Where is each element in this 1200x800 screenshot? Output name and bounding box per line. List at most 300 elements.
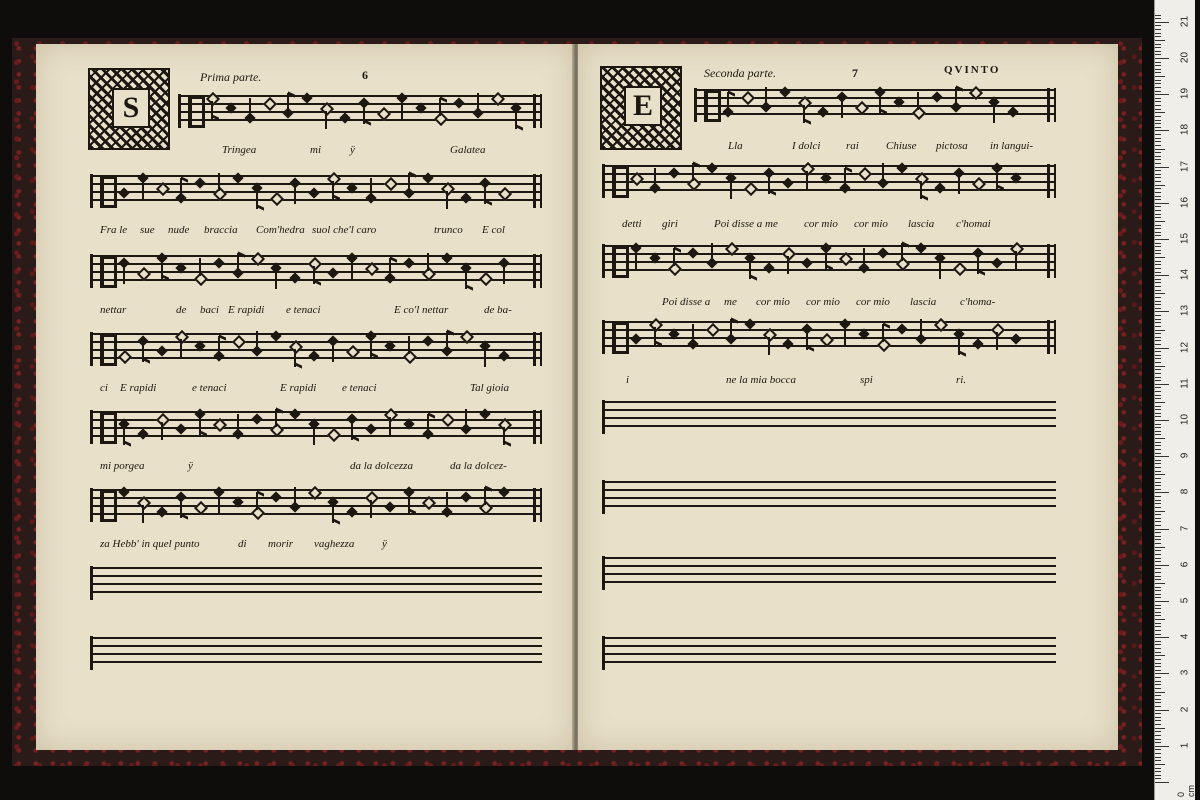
ruler-tick bbox=[1155, 130, 1169, 131]
ruler-tick bbox=[1155, 474, 1165, 475]
ruler-tick bbox=[1155, 503, 1161, 504]
ruler-tick bbox=[1155, 246, 1161, 247]
ruler-tick bbox=[1155, 199, 1161, 200]
lyric-word: ci bbox=[100, 382, 108, 394]
ruler-tick bbox=[1155, 337, 1161, 338]
ruler-tick bbox=[1155, 572, 1161, 573]
part-heading: Seconda parte. bbox=[704, 66, 776, 80]
staff-4 bbox=[90, 328, 542, 362]
ruler-tick bbox=[1155, 713, 1161, 714]
ruler-tick bbox=[1155, 619, 1165, 620]
lyric-word: e tenaci bbox=[192, 382, 227, 394]
lyric-word: trunco bbox=[434, 224, 463, 236]
ruler-tick bbox=[1155, 652, 1161, 653]
ruler-tick bbox=[1155, 500, 1161, 501]
ruler-tick bbox=[1155, 615, 1161, 616]
ruler-tick bbox=[1155, 232, 1161, 233]
ruler-tick bbox=[1155, 116, 1161, 117]
ruler-tick bbox=[1155, 514, 1161, 515]
lyric-line-2 bbox=[622, 218, 1052, 232]
ruler-tick bbox=[1155, 760, 1161, 761]
lyric-word: I dolci bbox=[792, 140, 821, 152]
ruler-tick bbox=[1155, 239, 1169, 240]
lyric-word: Fra le bbox=[100, 224, 128, 236]
staff-8-empty bbox=[602, 632, 1056, 666]
ruler-tick bbox=[1155, 720, 1161, 721]
staff-5 bbox=[90, 406, 542, 440]
ruler-tick bbox=[1155, 539, 1161, 540]
lyric-word: E rapidi bbox=[228, 304, 265, 316]
decorated-initial-s bbox=[88, 68, 170, 150]
ruler-tick bbox=[1155, 413, 1161, 414]
ruler-tick bbox=[1155, 264, 1161, 265]
staff-1 bbox=[178, 90, 542, 124]
ruler-tick bbox=[1155, 387, 1161, 388]
ruler-tick bbox=[1155, 141, 1161, 142]
ruler-tick bbox=[1155, 348, 1169, 349]
ruler-tick bbox=[1155, 101, 1161, 102]
ruler-tick bbox=[1155, 25, 1161, 26]
ruler-tick bbox=[1155, 87, 1161, 88]
lyric-line-5 bbox=[100, 460, 540, 474]
ruler-tick bbox=[1155, 362, 1161, 363]
ruler-tick bbox=[1155, 453, 1161, 454]
ruler-tick bbox=[1155, 583, 1165, 584]
ruler-tick bbox=[1155, 449, 1161, 450]
ruler-tick bbox=[1155, 587, 1161, 588]
ruler-number: 15 bbox=[1179, 232, 1191, 245]
ruler-tick bbox=[1155, 149, 1165, 150]
ruler-tick bbox=[1155, 250, 1161, 251]
ruler-tick bbox=[1155, 217, 1161, 218]
ruler-tick bbox=[1155, 431, 1161, 432]
ruler-tick bbox=[1155, 214, 1161, 215]
ruler-tick bbox=[1155, 290, 1161, 291]
lyric-word: za Hebb' in quel punto bbox=[100, 538, 200, 550]
lyric-word: ÿ bbox=[382, 538, 387, 550]
ruler-tick bbox=[1155, 358, 1161, 359]
ruler-tick bbox=[1155, 69, 1161, 70]
ruler-tick bbox=[1155, 771, 1161, 772]
ruler-tick bbox=[1155, 51, 1161, 52]
ruler-tick bbox=[1155, 518, 1161, 519]
ruler-tick bbox=[1155, 768, 1161, 769]
staff-6-empty bbox=[602, 476, 1056, 510]
voice-name: QVINTO bbox=[944, 64, 1001, 76]
ruler-tick bbox=[1155, 333, 1161, 334]
ruler-tick bbox=[1155, 228, 1161, 229]
ruler-tick bbox=[1155, 416, 1161, 417]
ruler-tick bbox=[1155, 558, 1161, 559]
ruler-tick bbox=[1155, 311, 1169, 312]
lyric-word: detti bbox=[622, 218, 642, 230]
ruler-tick bbox=[1155, 775, 1161, 776]
lyric-word: Com'hedra bbox=[256, 224, 305, 236]
ruler-tick bbox=[1155, 76, 1165, 77]
ruler-tick bbox=[1155, 648, 1161, 649]
ruler-tick bbox=[1155, 471, 1161, 472]
ruler-tick bbox=[1155, 456, 1169, 457]
ruler-tick bbox=[1155, 304, 1161, 305]
ruler-tick bbox=[1155, 460, 1161, 461]
lyric-word: c'homai bbox=[956, 218, 991, 230]
ruler-tick bbox=[1155, 670, 1161, 671]
ruler-tick bbox=[1155, 391, 1161, 392]
ruler-tick bbox=[1155, 511, 1165, 512]
ruler-tick bbox=[1155, 40, 1165, 41]
ruler-tick bbox=[1155, 702, 1161, 703]
ruler-tick bbox=[1155, 634, 1161, 635]
lyric-word: Poi disse a me bbox=[714, 218, 778, 230]
ruler-tick bbox=[1155, 210, 1161, 211]
ruler-tick bbox=[1155, 655, 1165, 656]
ruler-number: 2 bbox=[1179, 706, 1191, 712]
ruler-tick bbox=[1155, 706, 1161, 707]
ruler-number: 12 bbox=[1179, 341, 1191, 353]
ruler-tick bbox=[1155, 489, 1161, 490]
lyric-word: e tenaci bbox=[342, 382, 377, 394]
ruler-tick bbox=[1155, 98, 1161, 99]
ruler-tick bbox=[1155, 746, 1169, 747]
ruler-tick bbox=[1155, 739, 1161, 740]
ruler-tick bbox=[1155, 293, 1165, 294]
ruler-tick bbox=[1155, 235, 1161, 236]
ruler-tick bbox=[1155, 757, 1161, 758]
lyric-word: baci bbox=[200, 304, 219, 316]
ruler-tick bbox=[1155, 612, 1161, 613]
ruler-number: 4 bbox=[1179, 633, 1191, 640]
ruler-tick bbox=[1155, 138, 1161, 139]
ruler-tick bbox=[1155, 225, 1161, 226]
staff-3 bbox=[90, 250, 542, 284]
left-page bbox=[36, 44, 574, 750]
staff-1 bbox=[694, 84, 1056, 118]
ruler-tick bbox=[1155, 206, 1161, 207]
ruler-tick bbox=[1155, 156, 1161, 157]
ruler-tick bbox=[1155, 203, 1169, 204]
ruler-number: 3 bbox=[1179, 670, 1191, 676]
staff-5-empty bbox=[602, 396, 1056, 430]
ruler-number: 13 bbox=[1179, 305, 1191, 317]
ruler-tick bbox=[1155, 543, 1161, 544]
ruler-unit-label: 0 cm bbox=[1176, 785, 1196, 797]
ruler-tick bbox=[1155, 22, 1169, 23]
ruler-tick bbox=[1155, 344, 1161, 345]
ruler-tick bbox=[1155, 326, 1161, 327]
ruler-tick bbox=[1155, 742, 1161, 743]
lyric-word: cor mio bbox=[806, 296, 840, 308]
ruler-tick bbox=[1155, 65, 1161, 66]
ruler-tick bbox=[1155, 282, 1161, 283]
ruler-tick bbox=[1155, 601, 1169, 602]
ruler-number: 5 bbox=[1179, 597, 1191, 604]
ruler-tick bbox=[1155, 127, 1161, 128]
ruler-tick bbox=[1155, 677, 1161, 678]
lyric-word: ri. bbox=[956, 374, 967, 386]
right-page bbox=[578, 44, 1118, 750]
ruler-tick bbox=[1155, 442, 1161, 443]
ruler-tick bbox=[1155, 54, 1161, 55]
ruler-tick bbox=[1155, 272, 1161, 273]
ruler-number: 14 bbox=[1179, 269, 1191, 281]
ruler-tick bbox=[1155, 594, 1161, 595]
ruler-tick bbox=[1155, 626, 1161, 627]
ruler-tick bbox=[1155, 681, 1161, 682]
ruler-number: 18 bbox=[1179, 124, 1191, 136]
ruler-tick bbox=[1155, 630, 1161, 631]
ruler-tick bbox=[1155, 268, 1161, 269]
lyric-word: di bbox=[238, 538, 247, 550]
lyric-word: braccia bbox=[204, 224, 238, 236]
ruler-tick bbox=[1155, 380, 1161, 381]
ruler-tick bbox=[1155, 427, 1161, 428]
lyric-word: da la dolcez- bbox=[450, 460, 507, 472]
lyric-word: lascia bbox=[908, 218, 935, 230]
lyric-word: cor mio bbox=[856, 296, 890, 308]
ruler-tick bbox=[1155, 782, 1169, 783]
lyric-word: suol che'l caro bbox=[312, 224, 377, 236]
lyric-word: ÿ bbox=[188, 460, 193, 472]
folio-number: 7 bbox=[852, 66, 858, 80]
ruler-tick bbox=[1155, 301, 1161, 302]
ruler-tick bbox=[1155, 496, 1161, 497]
ruler-tick bbox=[1155, 134, 1161, 135]
ruler-tick bbox=[1155, 550, 1161, 551]
ruler-tick bbox=[1155, 764, 1165, 765]
lyric-word: E rapidi bbox=[120, 382, 157, 394]
ruler-tick bbox=[1155, 62, 1161, 63]
ruler-tick bbox=[1155, 384, 1169, 385]
ruler-tick bbox=[1155, 688, 1161, 689]
ruler-tick bbox=[1155, 482, 1161, 483]
part-heading: Prima parte. bbox=[200, 70, 262, 84]
folio-number: 6 bbox=[362, 68, 368, 82]
ruler-number: 1 bbox=[1179, 742, 1191, 749]
ruler-tick bbox=[1155, 576, 1161, 577]
lyric-line-3 bbox=[100, 304, 540, 318]
lyric-word: E co'l nettar bbox=[394, 304, 449, 316]
ruler-tick bbox=[1155, 644, 1161, 645]
lyric-word: Poi disse a bbox=[662, 296, 711, 308]
ruler-tick bbox=[1155, 253, 1161, 254]
ruler-tick bbox=[1155, 735, 1161, 736]
lyric-line-1 bbox=[222, 144, 522, 158]
ruler-tick bbox=[1155, 463, 1161, 464]
ruler-tick bbox=[1155, 434, 1161, 435]
ruler-tick bbox=[1155, 29, 1161, 30]
ruler-tick bbox=[1155, 409, 1161, 410]
lyric-word: e tenaci bbox=[286, 304, 321, 316]
ruler-tick bbox=[1155, 91, 1161, 92]
ruler-tick bbox=[1155, 185, 1165, 186]
lyric-word: rai bbox=[846, 140, 859, 152]
ruler-number: 16 bbox=[1179, 196, 1191, 208]
lyric-word: nettar bbox=[100, 304, 127, 316]
ruler-tick bbox=[1155, 605, 1161, 606]
staff-7-empty bbox=[602, 552, 1056, 586]
lyric-line-4 bbox=[100, 382, 540, 396]
lyric-word: lascia bbox=[910, 296, 937, 308]
ruler-tick bbox=[1155, 659, 1161, 660]
initial-letter: S bbox=[112, 88, 150, 128]
ruler-tick bbox=[1155, 163, 1161, 164]
lyric-word: Galatea bbox=[450, 144, 486, 156]
ruler-tick bbox=[1155, 699, 1161, 700]
ruler-tick bbox=[1155, 369, 1161, 370]
lyric-word: nude bbox=[168, 224, 190, 236]
lyric-word: c'homa- bbox=[960, 296, 996, 308]
ruler-tick bbox=[1155, 322, 1161, 323]
ruler-tick bbox=[1155, 351, 1161, 352]
ruler-tick bbox=[1155, 637, 1169, 638]
ruler-tick bbox=[1155, 663, 1161, 664]
ruler-tick bbox=[1155, 36, 1161, 37]
ruler-tick bbox=[1155, 561, 1161, 562]
ruler-tick bbox=[1155, 521, 1161, 522]
staff-2 bbox=[602, 160, 1056, 194]
ruler-tick bbox=[1155, 395, 1161, 396]
ruler-tick bbox=[1155, 181, 1161, 182]
lyric-line-4 bbox=[626, 374, 1026, 388]
staff-8-empty bbox=[90, 632, 542, 666]
ruler-tick bbox=[1155, 731, 1161, 732]
lyric-word: Lla bbox=[728, 140, 743, 152]
ruler-tick bbox=[1155, 355, 1161, 356]
ruler-tick bbox=[1155, 174, 1161, 175]
ruler-number: 20 bbox=[1179, 51, 1191, 64]
lyric-word: spi bbox=[860, 374, 873, 386]
ruler-number: 7 bbox=[1179, 525, 1191, 531]
lyric-word: mi bbox=[310, 144, 321, 156]
ruler-tick bbox=[1155, 366, 1165, 367]
ruler-tick bbox=[1155, 717, 1161, 718]
ruler-tick bbox=[1155, 80, 1161, 81]
ruler-tick bbox=[1155, 684, 1161, 685]
lyric-word: E col bbox=[482, 224, 505, 236]
ruler-tick bbox=[1155, 257, 1165, 258]
ruler-tick bbox=[1155, 44, 1161, 45]
lyric-word: de bbox=[176, 304, 187, 316]
ruler-tick bbox=[1155, 568, 1161, 569]
ruler-tick bbox=[1155, 47, 1161, 48]
ruler-tick bbox=[1155, 485, 1161, 486]
ruler-number: 8 bbox=[1179, 489, 1191, 495]
ruler-number: 11 bbox=[1179, 378, 1191, 389]
initial-letter: E bbox=[624, 86, 662, 126]
ruler-number: 19 bbox=[1179, 88, 1191, 100]
lyric-word: vaghezza bbox=[314, 538, 355, 550]
ruler-tick bbox=[1155, 536, 1161, 537]
lyric-word: da la dolcezza bbox=[350, 460, 413, 472]
ruler-tick bbox=[1155, 112, 1165, 113]
ruler-tick bbox=[1155, 695, 1161, 696]
ruler-tick bbox=[1155, 398, 1161, 399]
ruler-tick bbox=[1155, 445, 1161, 446]
ruler-tick bbox=[1155, 330, 1165, 331]
ruler-tick bbox=[1155, 692, 1165, 693]
lyric-word: giri bbox=[662, 218, 678, 230]
ruler-tick bbox=[1155, 221, 1165, 222]
ruler-tick bbox=[1155, 547, 1165, 548]
ruler-tick bbox=[1155, 177, 1161, 178]
ruler-tick bbox=[1155, 623, 1161, 624]
ruler-tick bbox=[1155, 532, 1161, 533]
ruler-number: 6 bbox=[1179, 561, 1191, 568]
ruler-tick bbox=[1155, 188, 1161, 189]
lyric-line-3 bbox=[662, 296, 1042, 310]
ruler-tick bbox=[1155, 467, 1161, 468]
ruler-tick bbox=[1155, 72, 1161, 73]
lyric-word: sue bbox=[140, 224, 155, 236]
ruler-tick bbox=[1155, 710, 1169, 711]
lyric-line-1 bbox=[728, 140, 1048, 154]
staff-4 bbox=[602, 316, 1056, 350]
ruler-tick bbox=[1155, 279, 1161, 280]
lyric-word: cor mio bbox=[804, 218, 838, 230]
ruler-tick bbox=[1155, 507, 1161, 508]
lyric-word: E rapidi bbox=[280, 382, 317, 394]
ruler-tick bbox=[1155, 778, 1161, 779]
ruler-tick bbox=[1155, 243, 1161, 244]
ruler-tick bbox=[1155, 33, 1161, 34]
ruler-tick bbox=[1155, 109, 1161, 110]
ruler-tick bbox=[1155, 673, 1169, 674]
ruler-tick bbox=[1155, 170, 1161, 171]
ruler-tick bbox=[1155, 18, 1161, 19]
lyric-word: Tringea bbox=[222, 144, 257, 156]
ruler-tick bbox=[1155, 565, 1169, 566]
ruler-tick bbox=[1155, 120, 1161, 121]
ruler-tick bbox=[1155, 58, 1169, 59]
ruler-number: 17 bbox=[1179, 160, 1191, 172]
ruler-tick bbox=[1155, 159, 1161, 160]
ruler-tick bbox=[1155, 724, 1161, 725]
ruler-tick bbox=[1155, 261, 1161, 262]
ruler-tick bbox=[1155, 196, 1161, 197]
ruler-tick bbox=[1155, 83, 1161, 84]
scale-ruler bbox=[1154, 0, 1195, 800]
lyric-word: mi porgea bbox=[100, 460, 145, 472]
ruler-tick bbox=[1155, 424, 1161, 425]
lyric-word: Chiuse bbox=[886, 140, 917, 152]
staff-3 bbox=[602, 240, 1056, 274]
lyric-word: ne la mia bocca bbox=[726, 374, 796, 386]
ruler-tick bbox=[1155, 340, 1161, 341]
lyric-word: cor mio bbox=[756, 296, 790, 308]
ruler-tick bbox=[1155, 728, 1165, 729]
ruler-tick bbox=[1155, 525, 1161, 526]
ruler-tick bbox=[1155, 373, 1161, 374]
ruler-tick bbox=[1155, 608, 1161, 609]
ruler-tick bbox=[1155, 406, 1161, 407]
lyric-word: Tal gioia bbox=[470, 382, 510, 394]
ruler-tick bbox=[1155, 319, 1161, 320]
ruler-tick bbox=[1155, 753, 1161, 754]
staff-2 bbox=[90, 170, 542, 204]
ruler-tick bbox=[1155, 123, 1161, 124]
ruler-tick bbox=[1155, 152, 1161, 153]
ruler-tick bbox=[1155, 554, 1161, 555]
ruler-tick bbox=[1155, 167, 1169, 168]
ruler-tick bbox=[1155, 297, 1161, 298]
ruler-tick bbox=[1155, 94, 1169, 95]
ruler-tick bbox=[1155, 402, 1165, 403]
ruler-tick bbox=[1155, 597, 1161, 598]
ruler-tick bbox=[1155, 192, 1161, 193]
staff-6 bbox=[90, 484, 542, 518]
ruler-tick bbox=[1155, 478, 1161, 479]
ruler-tick bbox=[1155, 275, 1169, 276]
